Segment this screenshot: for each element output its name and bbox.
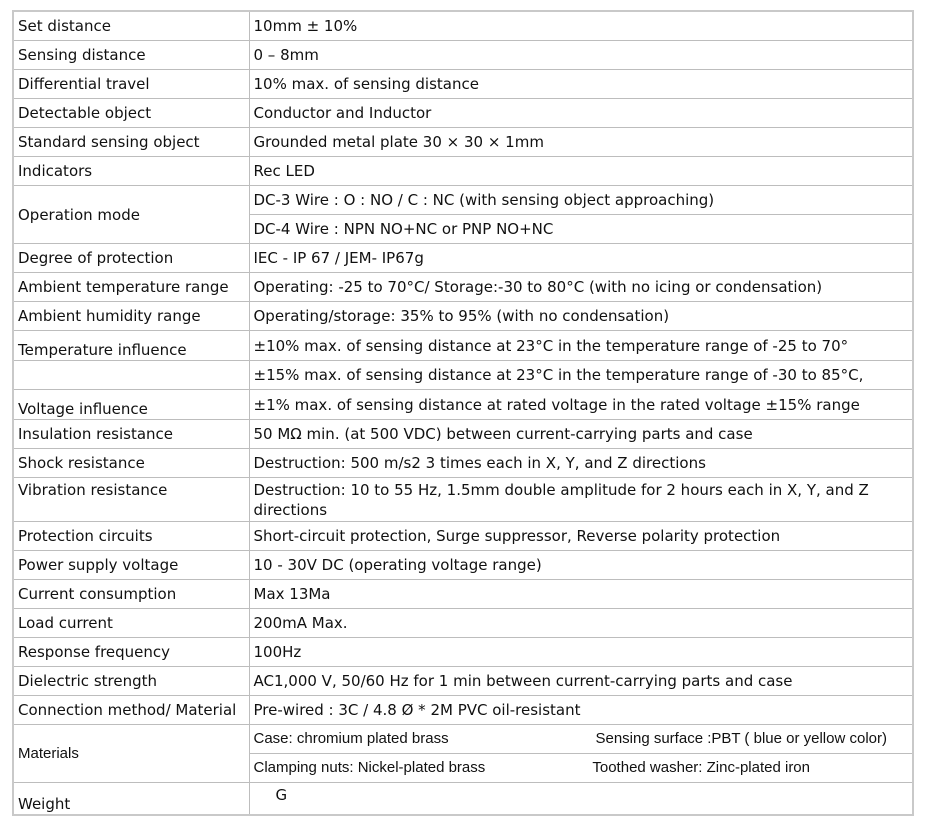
row-value: Operating: -25 to 70°C/ Storage:-30 to 80°C (with no icing or condensation) [249, 273, 913, 302]
materials-cell [249, 725, 913, 754]
row-value: Max 13Ma [249, 580, 913, 609]
table-row [13, 522, 913, 551]
row-label: Protection circuits [13, 522, 249, 551]
row-value: ±1% max. of sensing distance at rated voltage in the rated voltage ±15% range [249, 390, 913, 420]
row-label: Degree of protection [13, 244, 249, 273]
row-value: DC-4 Wire : NPN NO+NC or PNP NO+NC [249, 215, 913, 244]
row-label: Differential travel [13, 70, 249, 99]
row-label: Voltage influence [13, 390, 249, 420]
row-label: Materials [13, 725, 249, 783]
materials-line [254, 759, 910, 777]
table-row [13, 449, 913, 478]
material-sensing-surface: Sensing surface :PBT ( blue or yellow color) [595, 730, 887, 747]
row-label: Standard sensing object [13, 128, 249, 157]
table-row [13, 478, 913, 522]
row-label: Ambient humidity range [13, 302, 249, 331]
row-value: ±15% max. of sensing distance at 23°C in the temperature range of -30 to 85°C, [249, 361, 913, 390]
material-case: Case: chromium plated brass [253, 730, 449, 747]
materials-cell [249, 754, 913, 783]
table-row [13, 725, 913, 754]
row-label: Response frequency [13, 638, 249, 667]
row-value: Pre-wired : 3C / 4.8 Ø * 2M PVC oil-resistant [249, 696, 913, 725]
table-row [13, 783, 913, 816]
material-toothed-washer: Toothed washer: Zinc-plated iron [592, 759, 810, 776]
row-value: Short-circuit protection, Surge suppressor, Reverse polarity protection [249, 522, 913, 551]
row-value: Destruction: 10 to 55 Hz, 1.5mm double amplitude for 2 hours each in X, Y, and Z directions [249, 478, 913, 522]
material-clamping-nuts: Clamping nuts: Nickel-plated brass [253, 759, 486, 776]
table-row [13, 41, 913, 70]
table-row [13, 128, 913, 157]
row-value: 10% max. of sensing distance [249, 70, 913, 99]
row-label: Detectable object [13, 99, 249, 128]
row-label: Connection method/ Material [13, 696, 249, 725]
table-row [13, 696, 913, 725]
table-row [13, 273, 913, 302]
row-value: 0 – 8mm [249, 41, 913, 70]
row-label: Load current [13, 609, 249, 638]
row-value: Grounded metal plate 30 × 30 × 1mm [249, 128, 913, 157]
row-label: Set distance [13, 11, 249, 41]
row-label: Power supply voltage [13, 551, 249, 580]
table-row [13, 667, 913, 696]
row-label: Vibration resistance [13, 478, 249, 522]
row-value: 10mm ± 10% [249, 11, 913, 41]
row-label: Operation mode [13, 186, 249, 244]
table-row [13, 361, 913, 390]
row-label: Sensing distance [13, 41, 249, 70]
table-row [13, 157, 913, 186]
row-label: Weight [13, 783, 249, 816]
row-label: Current consumption [13, 580, 249, 609]
row-label: Insulation resistance [13, 420, 249, 449]
row-value: 100Hz [249, 638, 913, 667]
table-row [13, 420, 913, 449]
table-row [13, 551, 913, 580]
table-row [13, 390, 913, 420]
row-value: DC-3 Wire : O : NO / C : NC (with sensing object approaching) [249, 186, 913, 215]
row-label: Dielectric strength [13, 667, 249, 696]
row-value: ±10% max. of sensing distance at 23°C in the temperature range of -25 to 70° [249, 331, 913, 361]
row-value: Rec LED [249, 157, 913, 186]
table-row [13, 638, 913, 667]
weight-value: G [275, 786, 288, 804]
table-row [13, 11, 913, 41]
table-row [13, 70, 913, 99]
table-row [13, 99, 913, 128]
row-value: IEC - IP 67 / JEM- IP67g [249, 244, 913, 273]
spec-table [12, 10, 914, 816]
row-value: 200mA Max. [249, 609, 913, 638]
row-value: 10 - 30V DC (operating voltage range) [249, 551, 913, 580]
table-row [13, 244, 913, 273]
row-label: Ambient temperature range [13, 273, 249, 302]
row-value: Destruction: 500 m/s2 3 times each in X, Y, and Z directions [249, 449, 913, 478]
table-row [13, 302, 913, 331]
row-value: 50 MΩ min. (at 500 VDC) between current-carrying parts and case [249, 420, 913, 449]
table-row [13, 609, 913, 638]
table-row [13, 331, 913, 361]
table-row [13, 186, 913, 215]
row-label: Indicators [13, 157, 249, 186]
table-row [13, 580, 913, 609]
row-value: Operating/storage: 35% to 95% (with no condensation) [249, 302, 913, 331]
empty-cell [13, 361, 249, 390]
row-value: AC1,000 V, 50/60 Hz for 1 min between current-carrying parts and case [249, 667, 913, 696]
row-label: Shock resistance [13, 449, 249, 478]
row-label: Temperature influence [13, 331, 249, 361]
materials-line [254, 730, 910, 748]
row-value [249, 783, 913, 816]
row-value: Conductor and Inductor [249, 99, 913, 128]
